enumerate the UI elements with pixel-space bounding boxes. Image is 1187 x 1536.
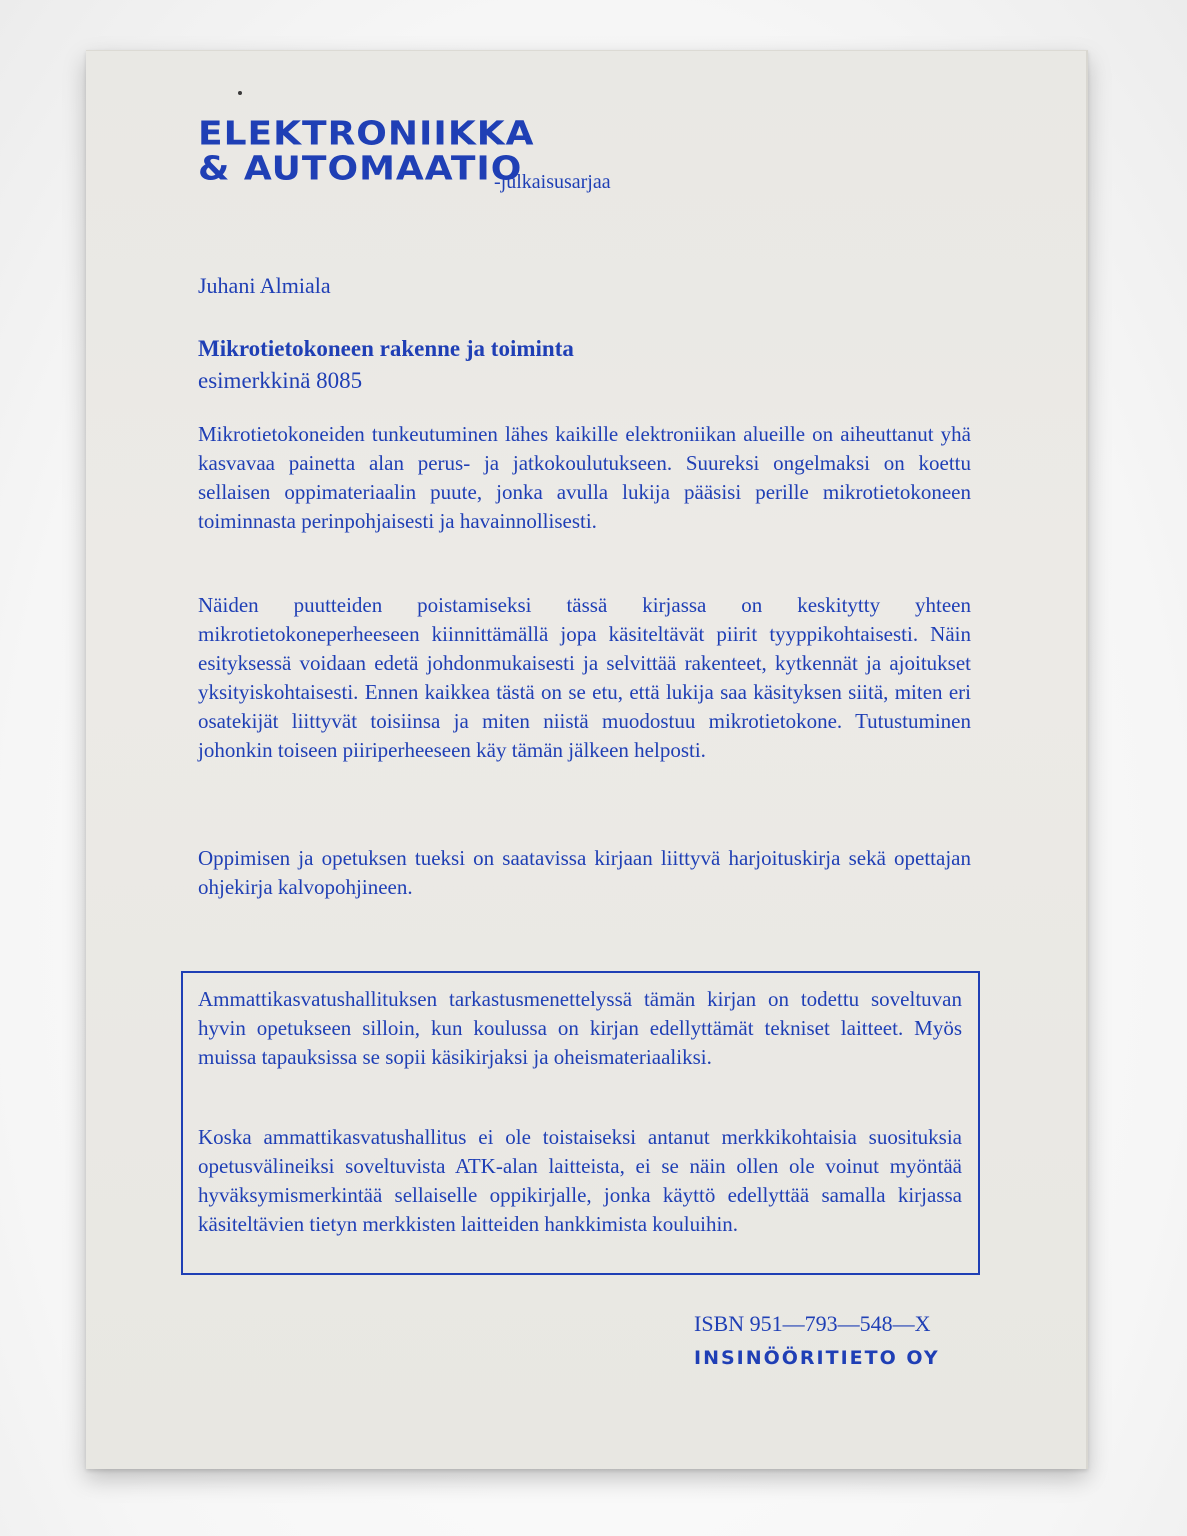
series-logo	[198, 117, 534, 187]
publisher-name: INSINÖÖRITIETO OY	[694, 1347, 940, 1369]
isbn-number: ISBN 951—793—548—X	[694, 1311, 931, 1336]
logo-line-1: ELEKTRONIIKKA	[198, 115, 535, 153]
approval-notice-box	[181, 971, 980, 1275]
book-back-cover	[86, 50, 1088, 1469]
author-name: Juhani Almiala	[198, 273, 331, 298]
paper-speck	[238, 91, 242, 95]
notice-paragraph: Ammattikasvatushallituksen tarkastusmenettelyssä tämän kirjan on todettu soveltuvan hyvin opetukseen silloin, kun koulussa on kirjan edellyttämät tekniset laitteet. Myös muissa tapauksissa se sopii käsikirjaksi ja oheismateriaaliksi.	[198, 987, 962, 1069]
book-subtitle: esimerkkinä 8085	[198, 368, 363, 393]
book-title: Mikrotietokoneen rakenne ja toiminta	[198, 336, 574, 361]
description-paragraph: Mikrotietokoneiden tunkeutuminen lähes kaikille elektroniikan alueille on aiheuttanut yhä kasvavaa painetta alan perus- ja jatkokoulutukseen. Suureksi ongelmaksi on koettu sellaisen oppimateriaalin puute, jonka avulla lukija pääsisi perille mikrotietokoneen toiminnasta perinpohjaisesti ja havainnollisesti.	[198, 422, 971, 533]
logo-line-2: & AUTOMAATIO	[198, 150, 523, 188]
notice-paragraph: Koska ammattikasvatushallitus ei ole toistaiseksi antanut merkkikohtaisia suosituksia opetusvälineiksi soveltuvista ATK-alan laitteista, ei se näin ollen ole voinut myöntää hyväksymismerkintää sellaiselle oppikirjalle, jonka käyttö edellyttää samalla kirjassa käsiteltävien tietyn merkkisten laitteiden hankkimista kouluihin.	[198, 1125, 962, 1236]
description-paragraph: Näiden puutteiden poistamiseksi tässä kirjassa on keskitytty yhteen mikrotietokoneperheeseen kiinnittämällä jopa käsiteltävät piirit tyyppikohtaisesti. Näin esityksessä voidaan edetä johdonmukaisesti ja selvittää rakenteet, kytkennät ja ajoitukset yksityiskohtaisesti. Ennen kaikkea tästä on se etu, että lukija saa käsityksen siitä, miten eri osatekijät liittyvät toisiinsa ja miten niistä muodostuu mikrotietokone. Tutustuminen johonkin toiseen piiriperheeseen käy tämän jälkeen helposti.	[198, 593, 971, 762]
series-suffix: -julkaisusarjaa	[494, 171, 611, 193]
description-paragraph: Oppimisen ja opetuksen tueksi on saatavissa kirjaan liittyvä harjoituskirja sekä opettajan ohjekirja kalvopohjineen.	[198, 846, 971, 899]
